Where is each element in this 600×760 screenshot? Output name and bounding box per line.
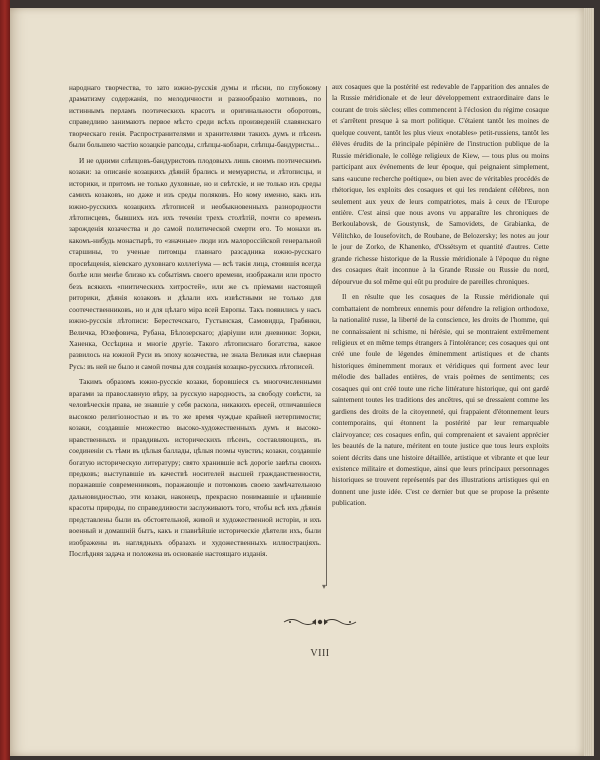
- russian-paragraph-2: И не одними слѣпцовъ-бандуристовъ плодовыхъ лишь своимъ поэтическимъ козаки: за описаніе козацкихъ дѣяній брались и мемуаристы, и лѣтописцы, и историки, и притомъ не только духовные, но и свѣтскіе, и не только изъ среды самихъ козаковъ, но даже и изъ среды поляковъ. Но кому именно, какъ изъ южно-русскихъ козацкихъ лѣтописей и необыкновенныхъ разнородности лѣтописцевъ, бывшихъ изъ ихъ теченіи трехъ столѣтій, почти со временъ зарожденія козачества и до самой политической смерти его. То монахи въ какомъ-нибудь монастырѣ, то «значные» люди изъ малороссійской генеральной старшины, то ученые питомцы главнаго разсадника южно-русскаго просвѣщенія, кіевскаго духовнаго коллегіума — всѣ такія лица, стоявшія всегда болѣе или менѣе близко къ событіямъ своего времени, изображали или просто безъ всякихъ «пиитическихъ хитростей», или же съ пріемами настоящей риторики, дѣянія козаковъ и дѣлали ихъ извѣстными не только для соотечественниковъ, но и для цѣлаго міра всей Европы. Такъ появились у насъ южно-русскія лѣтописи: Берестечскаго, Густынская, Самовидца, Грабянки, Величка, Юзефовича, Рубана, Бѣлозерскаго; діаріуши или дневники: Зорки, Ханенка, Оссѣцина и многіе другіе. Такого лѣтописнаго богатства, какое развилось на южной Руси въ эпоху козачества, не знала Великая или сѣверная Русь: въ ней не было и самой почвы для созданія козацко-русскихъ лѣтописей.: [69, 155, 321, 371]
- french-paragraph-1: aux cosaques que la postérité est redevable de l'apparition des annales de la Russie méridionale et de leur développement extraordinaire dans le courant de trois siècles; elles commencent à l'éclosion du régime cosaque et s'arrêtent presque à sa mort politique. C'étaient tantôt les moines de quelque couvent, tantôt les plus vieux «notables» petit-russiens, tantôt les élèves érudits de la principale pépinière de l'instruction publique de la Russie méridionale, le collège religieux de Kiew, — tous plus ou moins participant aux événements de leur époque, qui peignaient simplement, sans «aucune recherche poétique», ou bien avec de véritables procédés de rhétorique, les exploits des cosaques et qui les rendaient célèbres, non seulement aux yeux de leurs compatriotes, mais à ceux de l'Europe entière. C'est ainsi que nous avons vu apparaître les chroniques de Berkoulabovsk, de Goustynsk, de Samovidets, de Grabianka, de Vélitchko, de Iousefovitch, de Roubane, de Belozersky; les notes au jour le jour de Zorko, de Khanenko, d'Ossétsym et quantité d'autres. Cette grande richesse historique de la Russie méridionale à l'époque du règne des cosaques était inconnue à la Grande Russie ou Russie du nord, dépourvue du sol même qui eût pu produire de pareilles chroniques.: [332, 83, 549, 286]
- french-text-column: [332, 82, 549, 510]
- ornament-icon: [282, 616, 358, 628]
- page-edges: [584, 8, 594, 756]
- russian-paragraph-3: Такимъ образомъ южно-русскіе козаки, боровшіеся съ многочисленными врагами за православную вѣру, за русскую народность, за свободу совѣсти, за человѣческія права, не знавшіе у себя раскола, никакихъ ересей, отличавшіеся высокою религіозностью и въ то же время чуждые крайней нетерпимости; козаки, создавшіе множество высоко-художественныхъ думъ и высоко-нравственныхъ и правдивыхъ историческихъ пѣсенъ, составляющихъ, въ соединеніи съ тѣми въ цѣлыя баллады, цѣлыя поэмы чувствъ; козаки, создавшіе богатую историческую литературу; свято хранившіе всѣ дорогіе завѣты своихъ предковъ; выступавшіе въ качествѣ носителей высшей гражданственности, поражавшіе современниковъ, поражающіе и потомковъ своею замѣчательною дальновидностью, эти козаки, наконецъ, прекрасно понимавшіе и цѣнившіе красоты природы, по справедливости заслуживаютъ того, чтобы всѣ ихъ дѣянія представлены были въ обстоятельной, живой и художественной исторіи, и ихъ военный и домашній бытъ, какъ и главнѣйшіе историческіе дѣятели ихъ, были изображены въ наглядныхъ образахъ и художественныхъ иллюстраціяхъ. Послѣдняя задача и положена въ основаніе настоящаго изданія.: [69, 377, 321, 559]
- book-binding: [0, 0, 10, 760]
- divider-end-mark: ▾: [322, 582, 327, 591]
- russian-text-column: [69, 82, 321, 560]
- page-number: VIII: [310, 648, 330, 659]
- russian-paragraph-1: народнаго творчества, то зато южно-русскія думы и пѣсни, по глубокому драматизму содержанія, по мелодичности и разнообразію мотивовъ, по истиннымъ перламъ поэтическихъ красотъ и оригинальности оборотовъ, справедливо занимаютъ первое мѣсто среди всѣхъ произведеній славянскаго творческаго генія. Распространителями и хранителями такихъ думъ и пѣсенъ были большею частію козацкіе рапсоды, слѣпцы-кобзари, слѣпцы-бандуристы...: [69, 83, 321, 150]
- french-paragraph-2: Il en résulte que les cosaques de la Russie méridionale qui combattaient de nombreux ennemis pour défendre la religion orthodoxe, la nationalité russe, la liberté de la conscience, les droits de l'homme, qui ne connaissaient ni schisme, ni hérésie, qui se montraient extrêmement religieux et en même temps étrangers à l'intolérance; ces cosaques qui ont créé une foule de légendes éminemment artistiques et de chants historiques éminemment moraux et véridiques qui forment avec leur mélodie des ballades entières, de vrais poèmes de sentiments; ces cosaques qui ont créé toute une riche littérature historique, qui ont gardé saintement toutes les traditions des ancêtres, qui se dressaient comme les gardiens des droits de la citoyenneté, qui frappaient d'étonnement leurs contemporains, qui étonnent la postérité par leur remarquable clairvoyance; ces cosaques enfin, qui comprenaient et savaient apprécier les beautés de la nature, méritent en toute justice que tous leurs exploits soient décrits dans une histoire détaillée, artistique et vibrante et que leur existence militaire et domestique, ainsi que leurs principaux personnages historiques se trouvent représentés par des illustrations artistiques qui en donnent une juste idée. C'est ce dernier but que se propose la présente publication.: [332, 293, 549, 508]
- column-divider: [326, 86, 327, 586]
